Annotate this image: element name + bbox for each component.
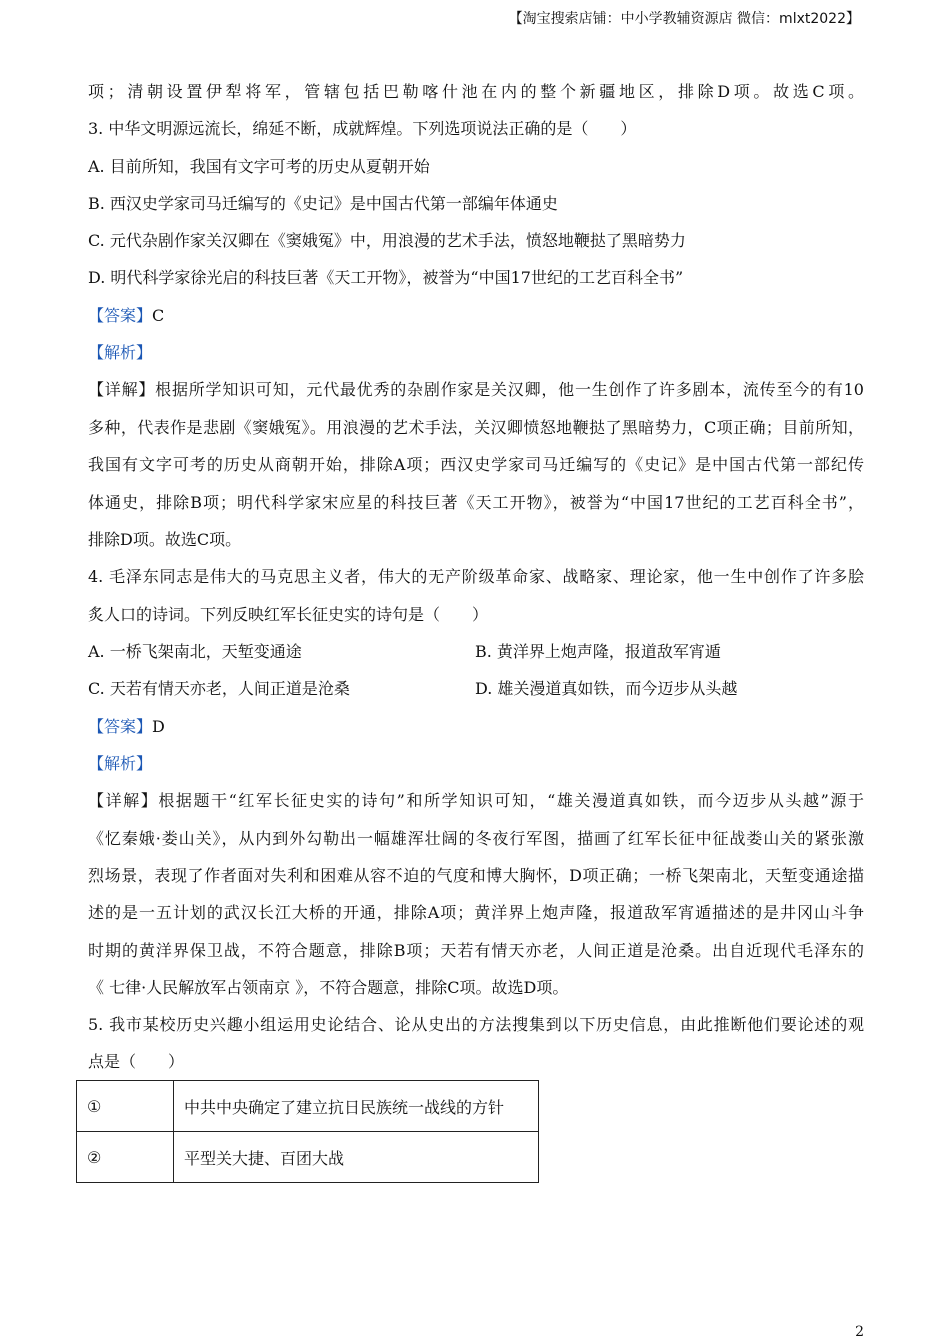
q3-analysis-tag: 【解析】 [88,343,153,362]
q4-stem-line: 炙人口的诗词。下列反映红军长征史实的诗句是（ ） [88,605,489,624]
q3-detail-line: 体通史，排除B项；明代科学家宋应星的科技巨著《天工开物》，被誉为“中国17世纪的工艺百科全书”， [88,493,864,512]
q4-detail-line: 《 七律·人民解放军占领南京 》，不符合题意，排除C项。故选D项。 [88,978,569,997]
answer-value: D [152,717,165,736]
table-cell-number: ② [77,1132,174,1183]
answer-value: C [152,306,165,325]
page-number: 2 [855,1324,864,1340]
q4-option-a: A. 一桥飞架南北，天堑变通途 [88,642,302,661]
table-cell-text: 平型关大捷、百团大战 [174,1132,539,1183]
q4-option-b: B. 黄洋界上炮声隆，报道敌军宵遁 [475,642,721,661]
q3-detail-line: 【详解】根据所学知识可知，元代最优秀的杂剧作家是关汉卿，他一生创作了许多剧本，流传至今的有10 [88,380,864,399]
q3-option-a: A. 目前所知，我国有文字可考的历史从夏朝开始 [88,157,430,176]
answer-tag: 【答案】 [88,717,153,736]
q4-detail-line: 述的是一五计划的武汉长江大桥的开通，排除A项；黄洋界上炮声隆，报道敌军宵遁描述的是井冈山斗争 [88,903,864,922]
q4-detail-line: 时期的黄洋界保卫战，不符合题意，排除B项；天若有情天亦老，人间正道是沧桑。出自近现代毛泽东的 [88,941,864,960]
table-cell-text: 中共中央确定了建立抗日民族统一战线的方针 [174,1081,539,1132]
q4-answer [88,717,165,737]
q5-stem-line: 点是（ ） [88,1052,185,1071]
watermark-header: 【淘宝搜索店铺：中小学教辅资源店 微信：mlxt2022】 [508,11,860,27]
previous-answer-tail: 项；清朝设置伊犁将军，管辖包括巴勒喀什池在内的整个新疆地区，排除D项。故选C项。 [88,82,864,101]
q4-option-c: C. 天若有情天亦老，人间正道是沧桑 [88,679,350,698]
q3-answer [88,306,164,326]
q5-stem-line: 5. 我市某校历史兴趣小组运用史论结合、论从史出的方法搜集到以下历史信息，由此推断他们要论述的观 [88,1015,864,1034]
q4-detail-line: 《忆秦娥·娄山关》，从内到外勾勒出一幅雄浑壮阔的冬夜行军图，描画了红军长征中征战娄山关的紧张激 [88,829,864,848]
q3-detail-line: 多种，代表作是悲剧《窦娥冤》。用浪漫的艺术手法，关汉卿愤怒地鞭挞了黑暗势力，C项正确；目前所知， [88,418,864,437]
q3-option-d: D. 明代科学家徐光启的科技巨著《天工开物》，被誉为“中国17世纪的工艺百科全书” [88,268,684,287]
q5-info-table [76,1080,539,1183]
table-row [77,1081,539,1132]
q4-option-d: D. 雄关漫道真如铁，而今迈步从头越 [475,679,738,698]
q4-analysis-tag: 【解析】 [88,754,153,773]
q3-detail-line: 我国有文字可考的历史从商朝开始，排除A项；西汉史学家司马迁编写的《史记》是中国古代第一部纪传 [88,455,864,474]
q4-stem-line: 4. 毛泽东同志是伟大的马克思主义者，伟大的无产阶级革命家、战略家、理论家，他一生中创作了许多脍 [88,567,864,586]
answer-tag: 【答案】 [88,306,153,325]
q3-stem: 3. 中华文明源远流长，绵延不断，成就辉煌。下列选项说法正确的是（ ） [88,119,637,138]
q3-option-c: C. 元代杂剧作家关汉卿在《窦娥冤》中，用浪漫的艺术手法，愤怒地鞭挞了黑暗势力 [88,231,686,250]
q4-detail-line: 【详解】根据题干“红军长征史实的诗句”和所学知识可知，“雄关漫道真如铁，而今迈步从头越”源于 [88,791,864,810]
q3-option-b: B. 西汉史学家司马迁编写的《史记》是中国古代第一部编年体通史 [88,194,558,213]
q3-detail-line: 排除D项。故选C项。 [88,530,242,549]
q4-detail-line: 烈场景，表现了作者面对失利和困难从容不迫的气度和博大胸怀，D项正确；一桥飞架南北，天堑变通途描 [88,866,864,885]
table-cell-number: ① [77,1081,174,1132]
table-row [77,1132,539,1183]
